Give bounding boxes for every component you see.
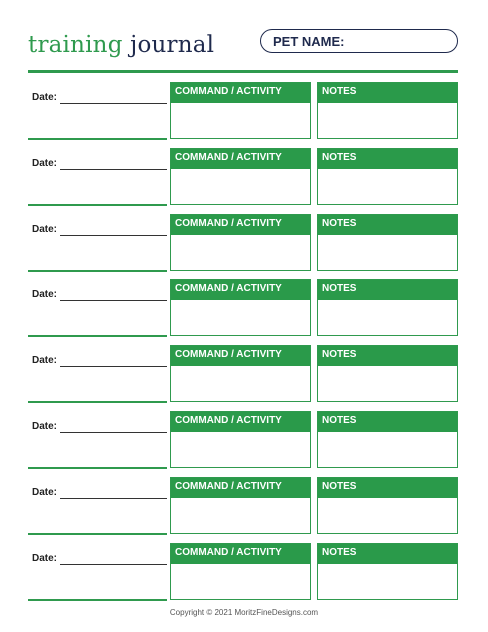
notes-header: NOTES bbox=[318, 478, 457, 498]
date-input-line[interactable] bbox=[60, 366, 167, 367]
command-activity-box[interactable] bbox=[170, 477, 311, 534]
notes-box[interactable] bbox=[317, 477, 458, 534]
date-input-line[interactable] bbox=[60, 103, 167, 104]
notes-header: NOTES bbox=[318, 544, 457, 564]
notes-header: NOTES bbox=[318, 215, 457, 235]
journal-entry bbox=[0, 140, 488, 206]
notes-box[interactable] bbox=[317, 214, 458, 271]
notes-header: NOTES bbox=[318, 280, 457, 300]
date-input-line[interactable] bbox=[60, 169, 167, 170]
command-activity-header: COMMAND / ACTIVITY bbox=[171, 544, 310, 564]
notes-header: NOTES bbox=[318, 83, 457, 103]
journal-entry bbox=[0, 271, 488, 337]
command-activity-header: COMMAND / ACTIVITY bbox=[171, 478, 310, 498]
date-label: Date: bbox=[32, 289, 58, 301]
command-activity-box[interactable] bbox=[170, 82, 311, 139]
command-activity-box[interactable] bbox=[170, 214, 311, 271]
command-activity-box[interactable] bbox=[170, 543, 311, 600]
journal-entry bbox=[0, 469, 488, 535]
date-label: Date: bbox=[32, 92, 58, 103]
command-activity-box[interactable] bbox=[170, 411, 311, 468]
journal-entry bbox=[0, 337, 488, 403]
command-activity-header: COMMAND / ACTIVITY bbox=[171, 280, 310, 300]
date-input-line[interactable] bbox=[60, 432, 167, 433]
command-activity-header: COMMAND / ACTIVITY bbox=[171, 83, 310, 103]
journal-entry bbox=[0, 535, 488, 601]
notes-box[interactable] bbox=[317, 345, 458, 402]
notes-box[interactable] bbox=[317, 82, 458, 139]
notes-header: NOTES bbox=[318, 412, 457, 432]
footer-copyright: Copyright © 2021 MoritzFineDesigns.com bbox=[169, 608, 319, 617]
journal-entry bbox=[0, 403, 488, 469]
notes-box[interactable] bbox=[317, 148, 458, 205]
command-activity-box[interactable] bbox=[170, 345, 311, 402]
command-activity-header: COMMAND / ACTIVITY bbox=[171, 215, 310, 235]
command-activity-box[interactable] bbox=[170, 148, 311, 205]
title-word-journal: journal bbox=[130, 32, 215, 58]
pet-name-label: PET NAME: bbox=[273, 34, 345, 49]
date-input-line[interactable] bbox=[60, 564, 167, 565]
date-input-line[interactable] bbox=[60, 235, 167, 236]
notes-box[interactable] bbox=[317, 543, 458, 600]
command-activity-box[interactable] bbox=[170, 279, 311, 336]
command-activity-header: COMMAND / ACTIVITY bbox=[171, 346, 310, 366]
command-activity-header: COMMAND / ACTIVITY bbox=[171, 149, 310, 169]
journal-entry bbox=[0, 74, 488, 140]
title-word-training: training bbox=[28, 32, 123, 58]
entry-separator bbox=[28, 599, 167, 601]
date-label: Date: bbox=[32, 157, 58, 169]
notes-box[interactable] bbox=[317, 411, 458, 468]
date-label: Date: bbox=[32, 355, 58, 367]
notes-header: NOTES bbox=[318, 149, 457, 169]
journal-entry bbox=[0, 206, 488, 272]
date-input-line[interactable] bbox=[60, 300, 167, 301]
notes-header: NOTES bbox=[318, 346, 457, 366]
command-activity-header: COMMAND / ACTIVITY bbox=[171, 412, 310, 432]
notes-box[interactable] bbox=[317, 279, 458, 336]
date-label: Date: bbox=[32, 223, 58, 235]
date-input-line[interactable] bbox=[60, 498, 167, 499]
date-label: Date: bbox=[32, 552, 58, 564]
date-label: Date: bbox=[32, 421, 58, 432]
date-label: Date: bbox=[32, 486, 58, 498]
